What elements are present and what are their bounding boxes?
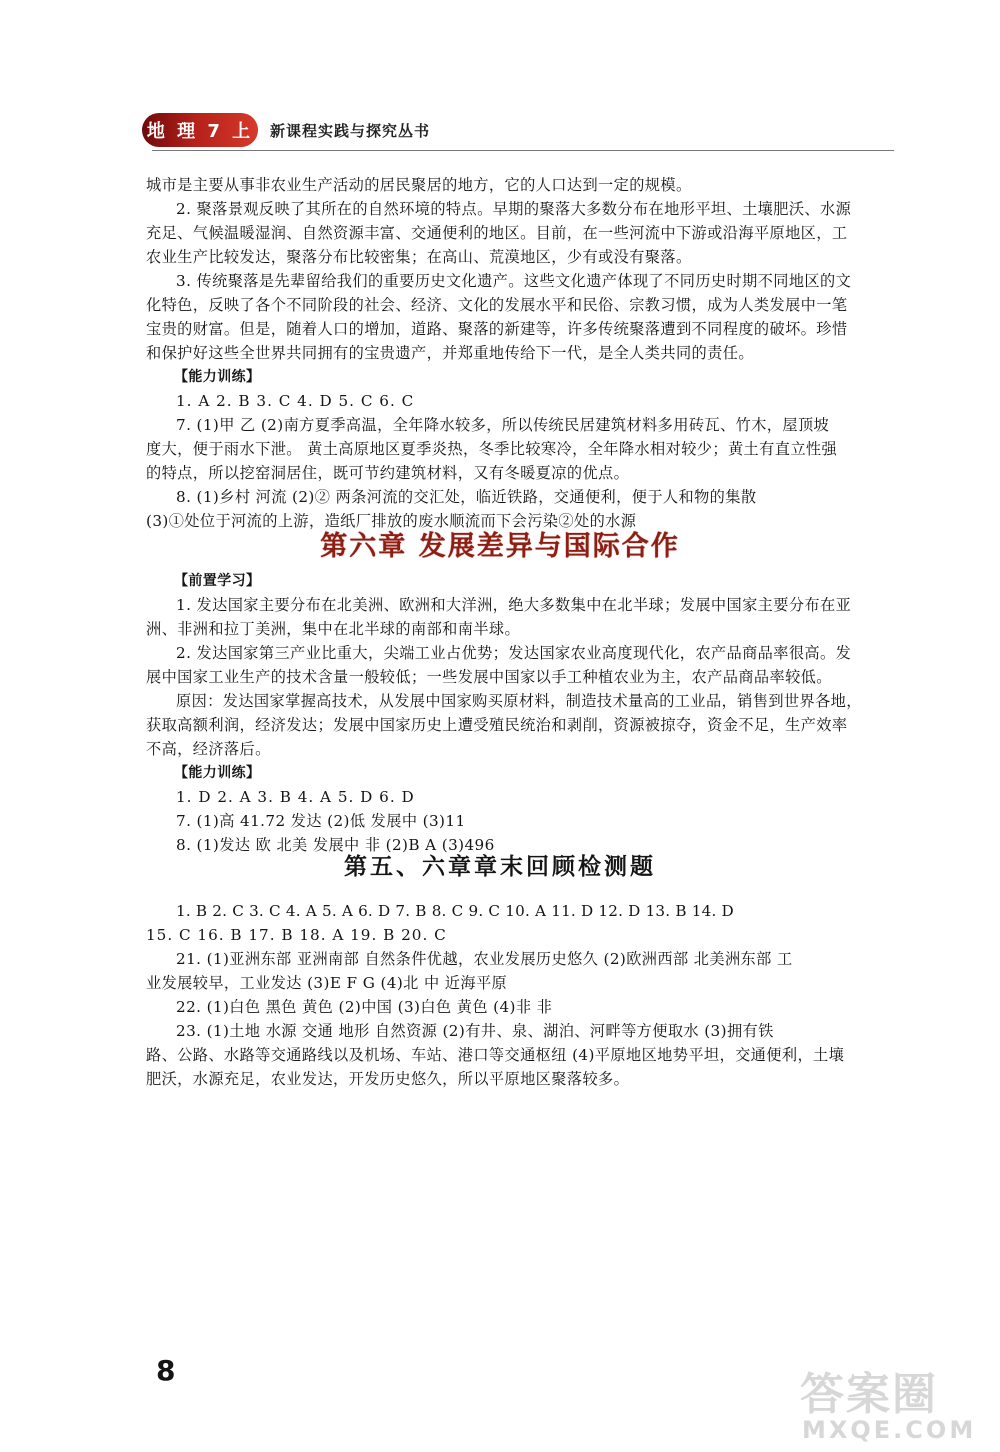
- text-line: 化特色，反映了各个不同阶段的社会、经济、文化的发展水平和民俗、宗教习惯，成为人类发展中一笔: [146, 296, 848, 314]
- text-line: 不高，经济落后。: [146, 740, 271, 758]
- section-heading: 【前置学习】: [174, 573, 261, 589]
- answer-line: 路、公路、水路等交通路线以及机场、车站、港口等交通枢纽 (4)平原地区地势平坦，交通便利，土壤: [146, 1046, 845, 1064]
- answer-line: 1. D 2. A 3. B 4. A 5. D 6. D: [176, 788, 415, 806]
- text-line: 宝贵的财富。但是，随着人口的增加，道路、聚落的新建等，许多传统聚落遭到不同程度的破坏。珍惜: [146, 320, 848, 338]
- answer-line: 的特点，所以挖窑洞居住，既可节约建筑材料，又有冬暖夏凉的优点。: [146, 464, 630, 482]
- answer-line: 度大，便于雨水下泄。 黄土高原地区夏季炎热，冬季比较寒冷，全年降水相对较少；黄土有直立性强: [146, 440, 838, 458]
- page-number: 8: [156, 1354, 176, 1387]
- text-line: 和保护好这些全世界共同拥有的宝贵遗产，并郑重地传给下一代，是全人类共同的责任。: [146, 344, 754, 362]
- text-line: 农业生产比较发达，聚落分布比较密集；在高山、荒漠地区，少有或没有聚落。: [146, 248, 692, 266]
- answer-line: 7. (1)甲 乙 (2)南方夏季高温，全年降水较多，所以传统民居建筑材料多用砖瓦、竹木，屋顶坡: [176, 416, 830, 434]
- text-line: 原因：发达国家掌握高技术，从发展中国家购买原材料，制造技术量高的工业品，销售到世界各地，: [176, 692, 862, 710]
- text-line: 3. 传统聚落是先辈留给我们的重要历史文化遗产。这些文化遗产体现了不同历史时期不同地区的文: [176, 272, 852, 290]
- text-line: 充足、气候温暖湿润、自然资源丰富、交通便利的地区。目前，在一些河流中下游或沿海平原地区，工: [146, 224, 848, 242]
- answer-line: 21. (1)亚洲东部 亚洲南部 自然条件优越，农业发展历史悠久 (2)欧洲西部 北美洲东部 工: [176, 950, 793, 968]
- text-line: 展中国家工业生产的技术含量一般较低；一些发展中国家以手工种植农业为主，农产品商品率较低。: [146, 668, 832, 686]
- header-divider: [152, 150, 894, 151]
- text-line: 2. 聚落景观反映了其所在的自然环境的特点。早期的聚落大多数分布在地形平坦、土壤肥沃、水源: [176, 200, 852, 218]
- text-line: 2. 发达国家第三产业比重大，尖端工业占优势；发达国家农业高度现代化，农产品商品率很高。发: [176, 644, 852, 662]
- text-line: 获取高额利润，经济发达；发展中国家历史上遭受殖民统治和剥削，资源被掠夺，资金不足，生产效率: [146, 716, 848, 734]
- answer-line: 23. (1)土地 水源 交通 地形 自然资源 (2)有井、泉、湖泊、河畔等方便取水 (3)拥有铁: [176, 1022, 774, 1040]
- watermark-en: MXQE.COM: [802, 1416, 977, 1444]
- text-line: 城市是主要从事非农业生产活动的居民聚居的地方，它的人口达到一定的规模。: [146, 176, 692, 194]
- answer-line: 15. C 16. B 17. B 18. A 19. B 20. C: [146, 926, 447, 944]
- answer-line: 1. B 2. C 3. C 4. A 5. A 6. D 7. B 8. C 9. C 10. A 11. D 12. D 13. B 14. D: [176, 902, 734, 920]
- subject-badge: [142, 113, 258, 147]
- watermark-logo: [800, 1358, 990, 1448]
- page-header: [142, 112, 430, 148]
- chapter-title: 第六章 发展差异与国际合作: [320, 531, 680, 562]
- book-series-title: 新课程实践与探究丛书: [270, 121, 431, 140]
- answer-line: 7. (1)高 41.72 发达 (2)低 发展中 (3)11: [176, 812, 466, 830]
- answer-line: 1. A 2. B 3. C 4. D 5. C 6. C: [176, 392, 415, 410]
- answer-line: 22. (1)白色 黑色 黄色 (2)中国 (3)白色 黄色 (4)非 非: [176, 998, 553, 1016]
- watermark-cn: 答案圈: [800, 1369, 938, 1420]
- review-title: 第五、六章章末回顾检测题: [344, 853, 656, 880]
- answer-line: 8. (1)发达 欧 北美 发展中 非 (2)B A (3)496: [176, 836, 495, 854]
- answer-line: 8. (1)乡村 河流 (2)② 两条河流的交汇处，临近铁路，交通便利，便于人和物的集散: [176, 488, 757, 506]
- text-line: 1. 发达国家主要分布在北美洲、欧洲和大洋洲，绝大多数集中在北半球；发展中国家主要分布在亚: [176, 596, 852, 614]
- text-line: 洲、非洲和拉丁美洲，集中在北半球的南部和南半球。: [146, 620, 521, 638]
- subject-badge-label: 地 理 7 上: [146, 121, 254, 142]
- section-heading: 【能力训练】: [174, 369, 261, 385]
- answer-line: (3)①处位于河流的上游，造纸厂排放的废水顺流而下会污染②处的水源: [146, 512, 637, 530]
- section-heading: 【能力训练】: [174, 765, 261, 781]
- answer-line: 业发展较早，工业发达 (3)E F G (4)北 中 近海平原: [146, 974, 508, 992]
- answer-line: 肥沃，水源充足，农业发达，开发历史悠久，所以平原地区聚落较多。: [146, 1070, 630, 1088]
